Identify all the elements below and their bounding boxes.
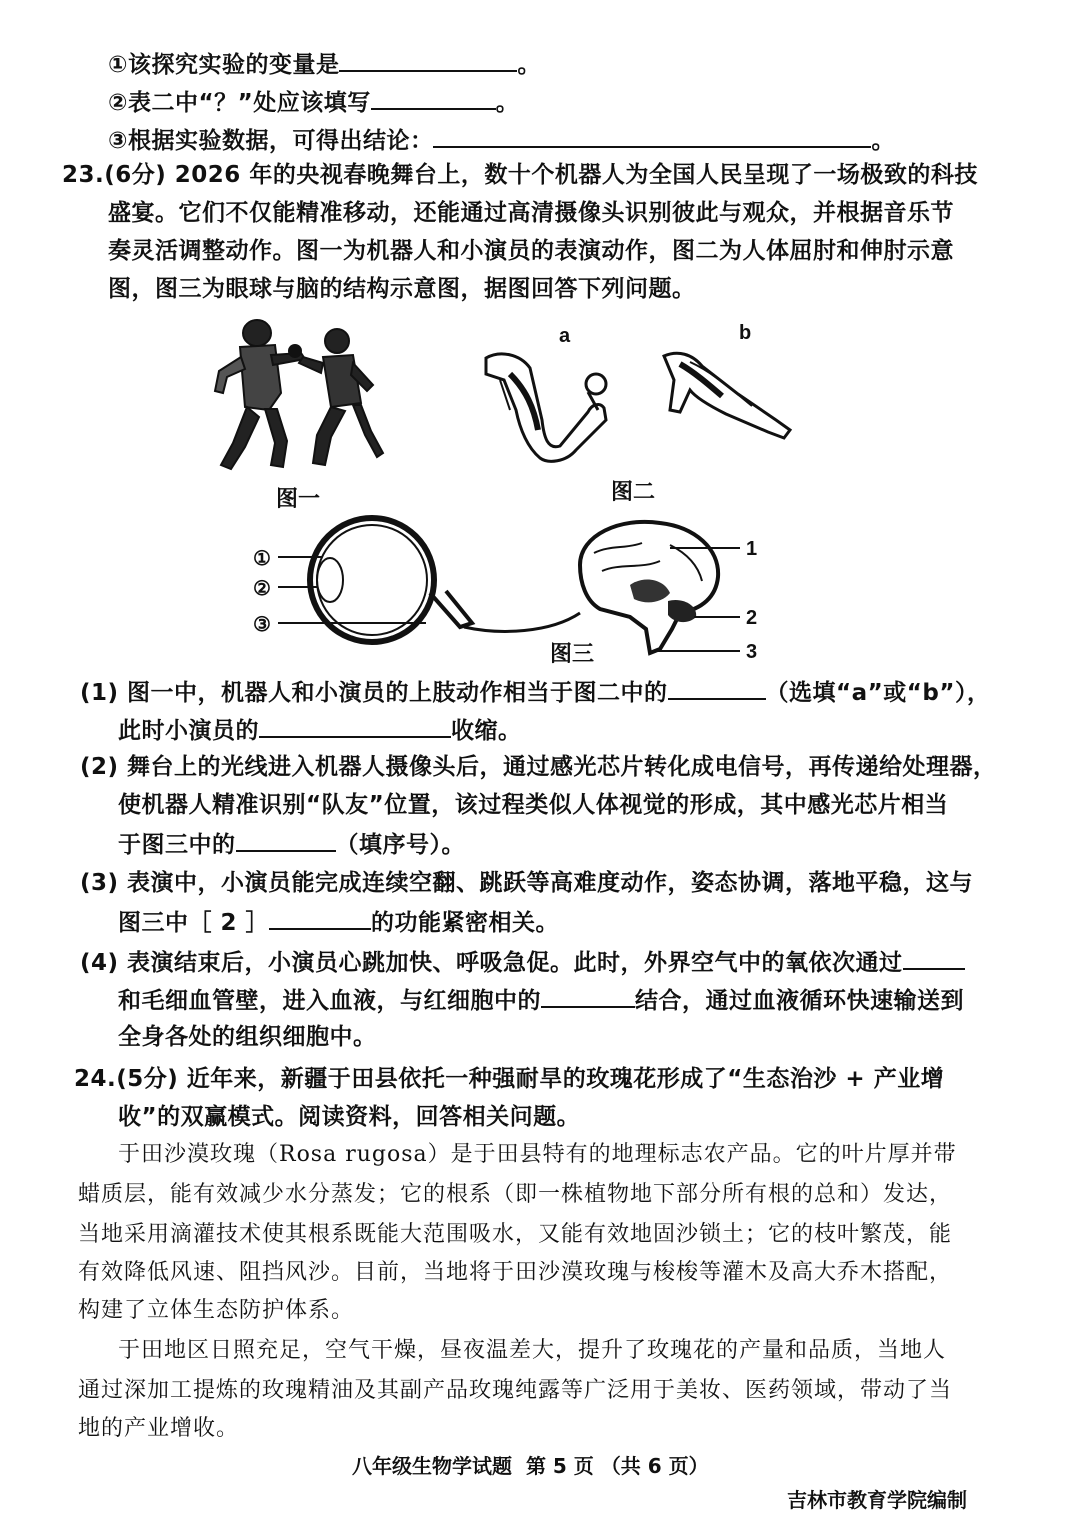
q23-part-3-text-a: 图三中［ 2 ］ bbox=[118, 910, 270, 936]
q23-part-3-line-1: (3) 表演中，小演员能完成连续空翻、跳跃等高难度动作，姿态协调，落地平稳，这与 bbox=[80, 870, 974, 896]
q23-part-2-line-1: (2) 舞台上的光线进入机器人摄像头后，通过感光芯片转化成电信号，再传递给处理器， bbox=[80, 754, 997, 780]
q24-para-1-line-5: 构建了立体生态防护体系。 bbox=[78, 1298, 355, 1323]
q23-part-1-blank-1[interactable] bbox=[668, 676, 766, 700]
brain-label-2: 2 bbox=[746, 607, 758, 629]
q22-dot-3: 。 bbox=[871, 128, 895, 154]
q24-number: 24. bbox=[74, 1066, 117, 1092]
q23-part-4-text-c: 结合，通过血液循环快速输送到 bbox=[635, 988, 964, 1014]
q22-blank-1[interactable] bbox=[339, 48, 517, 72]
q23-stem-line-1 bbox=[62, 160, 978, 190]
eye-label-3: ③ bbox=[253, 614, 271, 636]
q24-para-2-line-3: 地的产业增收。 bbox=[78, 1416, 240, 1441]
q23-part-2-blank[interactable] bbox=[236, 828, 336, 852]
q23-score: (6分) bbox=[104, 162, 167, 188]
clasped-hands bbox=[288, 344, 302, 358]
eye-label-2: ② bbox=[253, 578, 271, 600]
q22-item-1-text: ①该探究实验的变量是 bbox=[108, 52, 340, 78]
q24-para-2-line-1: 于田地区日照充足，空气干燥，昼夜温差大，提升了玫瑰花的产量和品质，当地人 bbox=[118, 1338, 947, 1363]
q23-part-4-line-1 bbox=[80, 946, 965, 978]
q24-para-1-line-3: 当地采用滴灌技术使其根系既能大范围吸水，又能有效地固沙锁土；它的枝叶繁茂，能 bbox=[78, 1222, 953, 1247]
q23-part-1-text-c: 此时小演员的 bbox=[118, 718, 259, 744]
eye-label-1: ① bbox=[253, 548, 271, 570]
q23-stem-text-1: 2026 年的央视春晚舞台上，数十个机器人为全国人民呈现了一场极致的科技 bbox=[174, 162, 978, 188]
q24-score: (5分) bbox=[116, 1066, 179, 1092]
q22-blank-2[interactable] bbox=[371, 86, 496, 110]
q23-part-4-text-b: 和毛细血管壁，进入血液，与红细胞中的 bbox=[118, 988, 541, 1014]
figure-1-robot-and-performer bbox=[205, 315, 390, 485]
q22-dot-2: 。 bbox=[495, 90, 520, 116]
q22-item-2 bbox=[108, 86, 519, 118]
figure-1-caption: 图一 bbox=[276, 487, 321, 512]
brain-diagram bbox=[580, 522, 740, 653]
brain-label-3: 3 bbox=[746, 641, 758, 663]
q22-item-1 bbox=[108, 48, 541, 80]
q24-stem-text-1: 近年来，新疆于田县依托一种强耐旱的玫瑰花形成了“生态治沙 + 产业增 bbox=[186, 1066, 945, 1092]
q23-part-1-line-2 bbox=[118, 714, 522, 746]
q23-part-1-text-a: (1) 图一中，机器人和小演员的上肢动作相当于图二中的 bbox=[80, 680, 668, 706]
figure-2-label-b: b bbox=[739, 322, 752, 344]
q23-number: 23. bbox=[62, 162, 105, 188]
brain-label-1: 1 bbox=[746, 538, 758, 560]
q23-part-2-line-3 bbox=[118, 828, 465, 860]
q23-part-1-text-b: （选填“a”或“b”）， bbox=[765, 680, 991, 706]
q24-stem-line-1 bbox=[74, 1064, 944, 1094]
q23-part-2-text-b: （填序号）。 bbox=[335, 832, 465, 858]
q23-part-4-line-2 bbox=[118, 984, 964, 1016]
q23-part-2-line-2: 使机器人精准识别“队友”位置，该过程类似人体视觉的形成，其中感光芯片相当 bbox=[118, 792, 949, 818]
q23-part-1-line-1 bbox=[80, 676, 991, 708]
q23-part-1-text-d: 收缩。 bbox=[451, 718, 522, 744]
footer-publisher: 吉林市教育学院编制 bbox=[787, 1488, 967, 1512]
q22-item-2-text: ②表二中“？”处应该填写 bbox=[108, 90, 371, 116]
q23-part-1-blank-2[interactable] bbox=[259, 714, 451, 738]
q23-stem-line-3: 奏灵活调整动作。图一为机器人和小演员的表演动作，图二为人体屈肘和伸肘示意 bbox=[108, 238, 954, 264]
eyeball-diagram bbox=[278, 518, 580, 642]
q23-part-4-blank-1[interactable] bbox=[903, 946, 965, 970]
figure-2-arm-a-flexed bbox=[480, 350, 620, 470]
figure-3-eye-and-brain bbox=[250, 505, 770, 665]
q22-item-3-text: ③根据实验数据，可得出结论： bbox=[108, 128, 434, 154]
figure-3-caption: 图三 bbox=[550, 642, 595, 667]
q23-part-2-text-a: 于图三中的 bbox=[118, 832, 236, 858]
q24-para-1-line-2: 蜡质层，能有效减少水分蒸发；它的根系（即一株植物地下部分所有根的总和）发达， bbox=[78, 1182, 953, 1207]
q23-stem-line-4: 图，图三为眼球与脑的结构示意图，据图回答下列问题。 bbox=[108, 276, 696, 302]
q22-dot-1: 。 bbox=[517, 52, 541, 78]
q24-para-1-line-4: 有效降低风速、阻挡风沙。目前，当地将于田沙漠玫瑰与梭梭等灌木及高大乔木搭配， bbox=[78, 1260, 953, 1285]
q23-part-3-text-b: 的功能紧密相关。 bbox=[371, 910, 560, 936]
figure-2-arm-b-extended bbox=[660, 350, 795, 450]
q24-para-1-line-1: 于田沙漠玫瑰（Rosa rugosa）是于田县特有的地理标志农产品。它的叶片厚并带 bbox=[118, 1142, 957, 1167]
figure-2-caption: 图二 bbox=[611, 480, 656, 505]
q23-part-4-text-a: (4) 表演结束后，小演员心跳加快、呼吸急促。此时，外界空气中的氧依次通过 bbox=[80, 950, 903, 976]
q23-stem-line-2: 盛宴。它们不仅能精准移动，还能通过高清摄像头识别彼此与观众，并根据音乐节 bbox=[108, 200, 954, 226]
footer-page-number: 第 5 页 （共 6 页） bbox=[525, 1454, 709, 1478]
footer-exam-title: 八年级生物学试题 bbox=[352, 1454, 512, 1478]
figure-2-label-a: a bbox=[559, 325, 571, 347]
q24-stem-line-2: 收”的双赢模式。阅读资料，回答相关问题。 bbox=[118, 1104, 581, 1130]
q23-part-3-blank[interactable] bbox=[269, 906, 371, 930]
q22-item-3 bbox=[108, 124, 895, 156]
q22-blank-3[interactable] bbox=[433, 124, 871, 148]
footer-exam-info bbox=[352, 1450, 709, 1479]
q23-part-4-line-3: 全身各处的组织细胞中。 bbox=[118, 1024, 377, 1050]
q24-para-2-line-2: 通过深加工提炼的玫瑰精油及其副产品玫瑰纯露等广泛用于美妆、医药领域，带动了当 bbox=[78, 1378, 953, 1403]
q23-part-4-blank-2[interactable] bbox=[541, 984, 635, 1008]
q23-part-3-line-2 bbox=[118, 906, 559, 938]
